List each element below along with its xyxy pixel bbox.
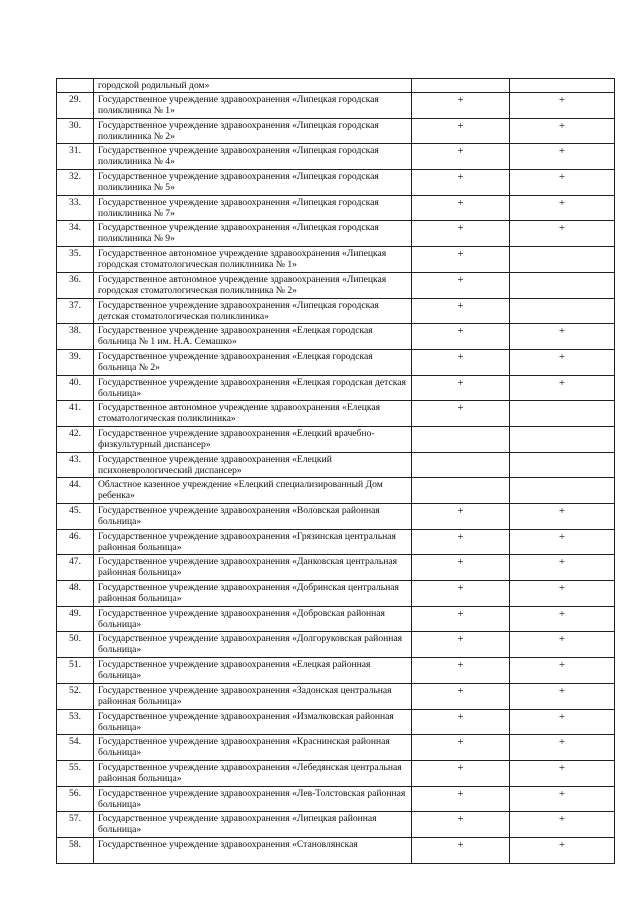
plus-mark-a: +	[457, 761, 464, 774]
institution-name-cell	[94, 529, 412, 555]
mark-cell-b	[510, 837, 615, 863]
plus-mark-a: +	[457, 222, 464, 235]
mark-cell-b	[510, 683, 615, 709]
table-row	[57, 683, 615, 709]
institution-name: Государственное учреждение здравоохранения «Липецкая городская поликлиника № 1»	[98, 94, 379, 116]
mark-cell-a	[412, 735, 510, 761]
mark-cell-a	[412, 349, 510, 375]
mark-cell-b	[510, 504, 615, 530]
row-number: 43.	[69, 453, 81, 465]
mark-cell-b	[510, 426, 615, 452]
plus-mark-b: +	[558, 530, 566, 543]
row-number-cell	[57, 79, 94, 93]
plus-mark-a	[412, 478, 509, 480]
institution-name: Государственное учреждение здравоохранения «Липецкая городская поликлиника № 9»	[98, 222, 379, 245]
plus-mark-a: +	[457, 684, 464, 697]
institutions-table	[56, 78, 615, 864]
institution-name: Государственное автономное учреждение здравоохранения «Липецкая городская стоматологическая поликлиника № 1»	[98, 248, 387, 271]
plus-mark-b: +	[558, 94, 566, 106]
plus-mark-b: +	[558, 119, 566, 132]
institution-name: Государственное учреждение здравоохранения «Елецкая районная больница»	[98, 659, 371, 682]
row-number: 49.	[69, 607, 81, 619]
table-row	[57, 349, 615, 375]
mark-cell-a	[412, 272, 510, 298]
mark-cell-b	[510, 581, 615, 607]
institution-name-cell	[94, 709, 412, 735]
plus-mark-a: +	[457, 376, 464, 389]
row-number: 46.	[69, 530, 81, 542]
institution-name-cell	[94, 79, 412, 93]
institution-name-cell	[94, 812, 412, 838]
mark-cell-b	[510, 555, 615, 581]
mark-cell-a	[412, 170, 510, 196]
row-number-cell	[57, 195, 94, 221]
row-number-cell	[57, 529, 94, 555]
institution-name: Государственное учреждение здравоохранения «Лебедянская центральная районная больница»	[98, 761, 402, 784]
plus-mark-a: +	[457, 402, 464, 415]
institution-name-cell	[94, 349, 412, 375]
plus-mark-b: +	[558, 607, 566, 620]
institution-name: Государственное учреждение здравоохранения «Краснинская районная больница»	[98, 736, 390, 759]
plus-mark-b	[510, 299, 614, 301]
row-number-cell	[57, 632, 94, 658]
plus-mark-b: +	[558, 350, 566, 363]
table-row	[57, 658, 615, 684]
mark-cell-b	[510, 658, 615, 684]
table-row	[57, 581, 615, 607]
institution-name: Государственное учреждение здравоохранения «Елецкий психоневрологический диспансер»	[98, 453, 332, 476]
mark-cell-a	[412, 118, 510, 144]
table-row	[57, 221, 615, 247]
table-row	[57, 632, 615, 658]
row-number-cell	[57, 581, 94, 607]
row-number: 51.	[69, 659, 81, 671]
institution-name: Государственное учреждение здравоохранения «Липецкая районная больница»	[98, 813, 377, 836]
row-number-cell	[57, 606, 94, 632]
plus-mark-b: +	[558, 633, 566, 646]
mark-cell-b	[510, 401, 615, 427]
mark-cell-b	[510, 349, 615, 375]
institution-name: Государственное учреждение здравоохранения «Долгоруковская районная больница»	[98, 633, 403, 656]
row-number: 42.	[69, 427, 81, 439]
institution-name: Государственное учреждение здравоохранения «Данковская центральная районная больница»	[98, 556, 398, 579]
institution-name: Государственное учреждение здравоохранения «Добровская районная больница»	[98, 607, 385, 630]
mark-cell-a	[412, 709, 510, 735]
plus-mark-b: +	[558, 582, 566, 595]
mark-cell-b	[510, 221, 615, 247]
plus-mark-b: +	[558, 710, 566, 723]
row-number-cell	[57, 349, 94, 375]
table-row	[57, 93, 615, 119]
mark-cell-a	[412, 837, 510, 863]
table-row	[57, 504, 615, 530]
table-row	[57, 375, 615, 401]
mark-cell-b	[510, 195, 615, 221]
plus-mark-b	[510, 453, 614, 455]
row-number-cell	[57, 658, 94, 684]
table-row	[57, 79, 615, 93]
plus-mark-b: +	[558, 659, 566, 672]
institution-name-cell	[94, 555, 412, 581]
institution-name-cell	[94, 735, 412, 761]
plus-mark-b: +	[558, 145, 566, 158]
mark-cell-b	[510, 709, 615, 735]
row-number: 33.	[69, 196, 81, 208]
mark-cell-a	[412, 298, 510, 324]
row-number-cell	[57, 786, 94, 812]
mark-cell-a	[412, 144, 510, 170]
table-row	[57, 812, 615, 838]
plus-mark-a: +	[457, 145, 464, 158]
mark-cell-b	[510, 144, 615, 170]
row-number: 48.	[69, 582, 81, 594]
mark-cell-b	[510, 812, 615, 838]
row-number: 31.	[69, 145, 81, 157]
mark-cell-a	[412, 375, 510, 401]
plus-mark-b	[510, 427, 614, 429]
institution-name: Государственное учреждение здравоохранения «Лев-Толстовская районная больница»	[98, 787, 406, 810]
row-number-cell	[57, 375, 94, 401]
institution-name: Государственное учреждение здравоохранения «Липецкая городская поликлиника № 2»	[98, 119, 379, 142]
row-number-cell	[57, 170, 94, 196]
row-number-cell	[57, 272, 94, 298]
table-row	[57, 452, 615, 478]
table-row	[57, 760, 615, 786]
mark-cell-a	[412, 760, 510, 786]
institution-name: Областное казенное учреждение «Елецкий специализированный Дом ребенка»	[98, 479, 383, 502]
institution-name-cell	[94, 452, 412, 478]
mark-cell-b	[510, 452, 615, 478]
table-row	[57, 426, 615, 452]
table-row	[57, 735, 615, 761]
table-row	[57, 118, 615, 144]
institution-name: Государственное учреждение здравоохранения «Измалковская районная больница»	[98, 710, 394, 733]
institution-name: Государственное учреждение здравоохранения «Грязинская центральная районная больница»	[98, 530, 396, 553]
plus-mark-a: +	[457, 530, 464, 543]
institution-name: Государственное учреждение здравоохранения «Елецкий врачебно-физкультурный диспансер»	[98, 427, 375, 450]
table-row	[57, 555, 615, 581]
mark-cell-a	[412, 452, 510, 478]
institution-name-cell	[94, 118, 412, 144]
table-row	[57, 837, 615, 863]
mark-cell-b	[510, 324, 615, 350]
table-row	[57, 606, 615, 632]
plus-mark-a: +	[457, 582, 464, 595]
row-number-cell	[57, 683, 94, 709]
institution-name-cell	[94, 272, 412, 298]
plus-mark-b: +	[558, 761, 566, 774]
institution-name: Государственное учреждение здравоохранения «Елецкая городская больница № 1 им. Н.А. Семашко»	[98, 325, 373, 348]
institution-name: Государственное учреждение здравоохранения «Липецкая городская поликлиника № 7»	[98, 196, 379, 219]
row-number-cell	[57, 709, 94, 735]
row-number-cell	[57, 144, 94, 170]
row-number: 41.	[69, 402, 81, 414]
institution-name-cell	[94, 837, 412, 863]
mark-cell-a	[412, 658, 510, 684]
institution-name-cell	[94, 426, 412, 452]
mark-cell-a	[412, 504, 510, 530]
plus-mark-a: +	[457, 94, 464, 106]
row-number-cell	[57, 837, 94, 863]
row-number: 58.	[69, 838, 81, 850]
institution-name: Государственное учреждение здравоохранения «Липецкая городская поликлиника № 4»	[98, 145, 379, 168]
mark-cell-a	[412, 221, 510, 247]
table-row	[57, 144, 615, 170]
row-number: 32.	[69, 171, 81, 183]
row-number: 52.	[69, 684, 81, 696]
mark-cell-b	[510, 118, 615, 144]
table-row	[57, 170, 615, 196]
row-number-cell	[57, 812, 94, 838]
row-number-cell	[57, 247, 94, 273]
institution-name-cell	[94, 324, 412, 350]
institution-name: Государственное учреждение здравоохранения «Елецкая городская больница № 2»	[98, 350, 373, 373]
table-body	[57, 79, 615, 864]
institution-name: Государственное учреждение здравоохранения «Липецкая городская детская стоматологическая поликлиника»	[98, 299, 379, 322]
row-number: 57.	[69, 813, 81, 825]
row-number-cell	[57, 504, 94, 530]
institution-name-cell	[94, 606, 412, 632]
table-row	[57, 529, 615, 555]
row-number: 34.	[69, 222, 81, 234]
institution-name-cell	[94, 658, 412, 684]
row-number: 47.	[69, 556, 81, 568]
mark-cell-b	[510, 375, 615, 401]
row-number: 39.	[69, 350, 81, 362]
row-number-cell	[57, 426, 94, 452]
table-row	[57, 272, 615, 298]
plus-mark-a	[412, 453, 509, 455]
mark-cell-b	[510, 735, 615, 761]
row-number-cell	[57, 555, 94, 581]
plus-mark-a: +	[457, 350, 464, 363]
plus-mark-a: +	[457, 736, 464, 749]
row-number-cell	[57, 298, 94, 324]
plus-mark-a: +	[457, 659, 464, 672]
row-number: 53.	[69, 710, 81, 722]
plus-mark-b: +	[558, 556, 566, 569]
row-number: 40.	[69, 376, 81, 388]
plus-mark-a: +	[457, 119, 464, 132]
plus-mark-b: +	[558, 376, 566, 389]
institution-name-cell	[94, 170, 412, 196]
institution-name: Государственное учреждение здравоохранения «Елецкая городская детская больница»	[98, 376, 406, 399]
table-row	[57, 247, 615, 273]
row-number: 56.	[69, 787, 81, 799]
institution-name: Государственное учреждение здравоохранения «Становлянская	[98, 838, 358, 850]
plus-mark-a: +	[457, 325, 464, 338]
mark-cell-a	[412, 401, 510, 427]
row-number: 54.	[69, 736, 81, 748]
institution-name-cell	[94, 298, 412, 324]
institution-name-cell	[94, 581, 412, 607]
mark-cell-b	[510, 760, 615, 786]
mark-cell-a	[412, 581, 510, 607]
plus-mark-b	[510, 79, 614, 81]
plus-mark-a: +	[457, 505, 464, 517]
mark-cell-b	[510, 272, 615, 298]
mark-cell-a	[412, 606, 510, 632]
plus-mark-b: +	[558, 505, 566, 517]
institution-name-cell	[94, 760, 412, 786]
plus-mark-b	[510, 247, 614, 249]
plus-mark-b: +	[558, 736, 566, 749]
plus-mark-a	[412, 427, 509, 429]
plus-mark-a: +	[457, 248, 464, 261]
mark-cell-a	[412, 247, 510, 273]
plus-mark-a: +	[457, 171, 464, 184]
plus-mark-a: +	[457, 273, 464, 286]
row-number: 45.	[69, 505, 81, 516]
mark-cell-b	[510, 170, 615, 196]
mark-cell-a	[412, 79, 510, 93]
institution-name: Государственное учреждение здравоохранения «Липецкая городская поликлиника № 5»	[98, 171, 379, 194]
row-number: 30.	[69, 119, 81, 131]
plus-mark-a: +	[457, 556, 464, 569]
row-number: 36.	[69, 273, 81, 285]
institution-name-cell	[94, 504, 412, 530]
plus-mark-b: +	[558, 684, 566, 697]
mark-cell-a	[412, 786, 510, 812]
mark-cell-a	[412, 93, 510, 119]
mark-cell-a	[412, 812, 510, 838]
mark-cell-b	[510, 79, 615, 93]
table-row	[57, 401, 615, 427]
mark-cell-b	[510, 247, 615, 273]
table-row	[57, 709, 615, 735]
mark-cell-b	[510, 298, 615, 324]
mark-cell-a	[412, 632, 510, 658]
mark-cell-a	[412, 426, 510, 452]
plus-mark-b	[510, 478, 614, 480]
institution-name-cell	[94, 195, 412, 221]
row-number: 55.	[69, 761, 81, 773]
row-number: 37.	[69, 299, 81, 311]
row-number: 50.	[69, 633, 81, 645]
row-number-cell	[57, 93, 94, 119]
plus-mark-b: +	[558, 813, 566, 826]
table-row	[57, 786, 615, 812]
mark-cell-b	[510, 93, 615, 119]
row-number-cell	[57, 324, 94, 350]
institution-name: городской родильный дом»	[98, 80, 210, 91]
row-number-cell	[57, 452, 94, 478]
mark-cell-a	[412, 478, 510, 504]
plus-mark-a: +	[457, 710, 464, 723]
mark-cell-a	[412, 529, 510, 555]
plus-mark-a: +	[457, 813, 464, 826]
institution-name: Государственное автономное учреждение здравоохранения «Липецкая городская стоматологическая поликлиника № 2»	[98, 273, 387, 296]
mark-cell-b	[510, 478, 615, 504]
mark-cell-a	[412, 555, 510, 581]
plus-mark-b: +	[558, 196, 566, 209]
plus-mark-b: +	[558, 838, 566, 851]
plus-mark-a: +	[457, 299, 464, 312]
row-number-cell	[57, 478, 94, 504]
institution-name: Государственное учреждение здравоохранения «Воловская районная больница»	[98, 505, 380, 527]
mark-cell-a	[412, 195, 510, 221]
plus-mark-b	[510, 401, 614, 403]
plus-mark-b: +	[558, 222, 566, 235]
institution-name-cell	[94, 375, 412, 401]
institution-name-cell	[94, 247, 412, 273]
mark-cell-b	[510, 786, 615, 812]
plus-mark-a: +	[457, 838, 464, 851]
plus-mark-b	[510, 273, 614, 275]
mark-cell-b	[510, 632, 615, 658]
institution-name-cell	[94, 478, 412, 504]
row-number: 29.	[69, 94, 81, 105]
mark-cell-a	[412, 683, 510, 709]
plus-mark-b: +	[558, 787, 566, 800]
table-row	[57, 298, 615, 324]
plus-mark-b: +	[558, 325, 566, 338]
mark-cell-b	[510, 529, 615, 555]
mark-cell-b	[510, 606, 615, 632]
plus-mark-b: +	[558, 171, 566, 184]
row-number-cell	[57, 735, 94, 761]
row-number: 35.	[69, 248, 81, 260]
institution-name-cell	[94, 221, 412, 247]
mark-cell-a	[412, 324, 510, 350]
institution-name: Государственное автономное учреждение здравоохранения «Елецкая стоматологическая поликлиника»	[98, 402, 381, 425]
row-number	[57, 79, 93, 80]
table-row	[57, 324, 615, 350]
plus-mark-a: +	[457, 787, 464, 800]
plus-mark-a: +	[457, 607, 464, 620]
row-number-cell	[57, 118, 94, 144]
institution-name-cell	[94, 632, 412, 658]
institution-name-cell	[94, 93, 412, 119]
plus-mark-a	[412, 79, 509, 81]
institution-name-cell	[94, 786, 412, 812]
plus-mark-a: +	[457, 633, 464, 646]
institution-name: Государственное учреждение здравоохранения «Добринская центральная районная больница»	[98, 582, 399, 605]
row-number-cell	[57, 760, 94, 786]
institution-name-cell	[94, 401, 412, 427]
row-number-cell	[57, 401, 94, 427]
row-number: 38.	[69, 325, 81, 337]
institution-name: Государственное учреждение здравоохранения «Задонская центральная районная больница»	[98, 684, 392, 707]
table-row	[57, 478, 615, 504]
institution-name-cell	[94, 683, 412, 709]
institution-name-cell	[94, 144, 412, 170]
row-number-cell	[57, 221, 94, 247]
plus-mark-a: +	[457, 196, 464, 209]
table-row	[57, 195, 615, 221]
row-number: 44.	[69, 479, 81, 491]
